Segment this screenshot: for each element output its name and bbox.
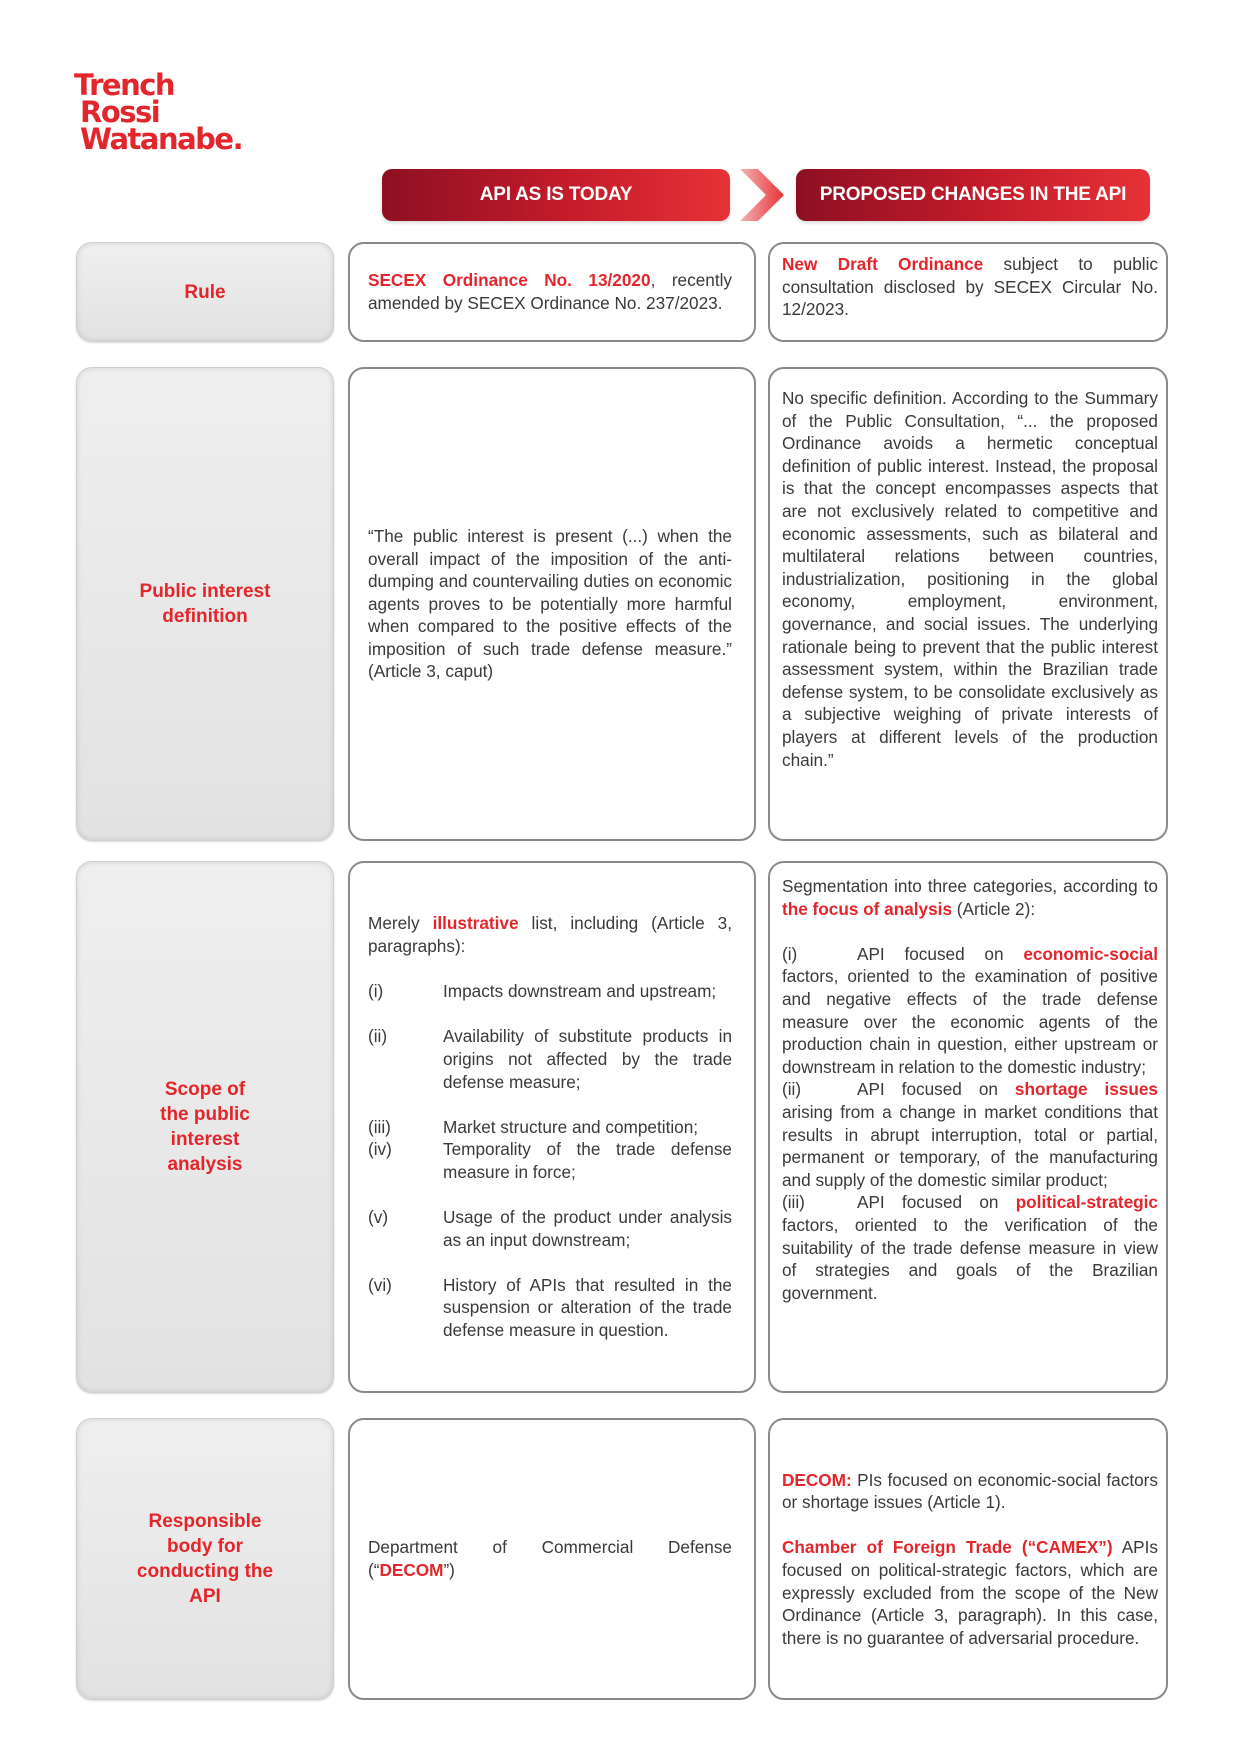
row-label-definition-line1: Public interest <box>139 581 271 602</box>
item-number: (vi) <box>368 1274 392 1295</box>
item-number: (ii) <box>368 1026 388 1047</box>
item-text: Impacts downstream and upstream; <box>443 981 717 1002</box>
scope-proposed-intro-end: (Article 2): <box>952 898 1036 919</box>
responsible-proposed-cell <box>768 1418 1168 1700</box>
scope-proposed-item <box>782 1078 1158 1191</box>
scope-label-line4: analysis <box>167 1154 243 1175</box>
scope-current-item <box>368 1274 732 1342</box>
item-text: factors, oriented to the examination of positive and negative effects of the trade defense measure over the economic agents of the production chain in question, either upstream or downstream in relation to the domestic industry; <box>782 966 1158 1077</box>
row-label-scope <box>76 861 334 1393</box>
responsible-current-end: ”) <box>443 1560 455 1580</box>
scope-current-item <box>368 980 732 1003</box>
item-text: Market structure and competition; <box>443 1116 699 1137</box>
responsible-label-line4: API <box>189 1586 221 1607</box>
scope-label-line2: the public <box>160 1104 250 1125</box>
row-label-definition-line2: definition <box>162 606 248 627</box>
scope-proposed-intro-highlight: the focus of analysis <box>782 898 953 919</box>
logo-line-3: Watanabe. <box>80 122 243 156</box>
row-label-rule-text: Rule <box>184 281 226 303</box>
rule-current-cell <box>348 242 756 342</box>
item-number: (iv) <box>368 1139 392 1160</box>
item-highlight: shortage issues <box>1014 1079 1158 1100</box>
item-highlight: political-strategic <box>1015 1192 1158 1213</box>
definition-proposed-cell <box>768 367 1168 841</box>
scope-label-line1: Scope of <box>164 1079 246 1100</box>
scope-current-intro-highlight: illustrative <box>432 913 519 934</box>
scope-current-item <box>368 1206 732 1251</box>
responsible-current-cell <box>348 1418 756 1700</box>
responsible-proposed-decom: DECOM: <box>782 1469 852 1490</box>
rule-current-text: , recently amended by SECEX Ordinance No. 237/2023. <box>368 270 733 313</box>
item-text: Temporality of the trade defense measure in force; <box>443 1139 732 1182</box>
item-text: API focused on <box>857 1192 1016 1213</box>
rule-proposed-ordinance: New Draft Ordinance <box>782 254 984 275</box>
item-number: (ii) <box>782 1079 802 1100</box>
row-label-responsible <box>76 1418 334 1700</box>
row-label-definition <box>76 367 334 841</box>
responsible-proposed-camex: Chamber of Foreign Trade (“CAMEX”) <box>782 1537 1113 1558</box>
responsible-proposed-decom-text: PIs focused on economic-social factors or shortage issues (Article 1). <box>782 1469 1158 1513</box>
item-number: (i) <box>782 943 798 964</box>
definition-proposed-text: No specific definition. According to the Summary of the Public Consultation, “... the proposed Ordinance avoids a hermetic conceptual definition of public interest. Instead, the proposal is that the concept encompasses aspects that are not exclusively related to competitive and economic assessments, such as bilateral and multilateral relations between countries, industrialization, positioning in the global economy, employment, environment, governance, and social issues. The underlying rationale being to prevent that the public interest assessment system, within the Brazilian trade defense system, to be consolidate exclusively as a subjective weighing of private interests of players at different levels of the production chain.” <box>782 388 1158 770</box>
logo-line-1: Trench <box>74 68 175 102</box>
item-text: History of APIs that resulted in the suspension or alteration of the trade defense measure in question. <box>443 1274 732 1341</box>
scope-current-item <box>368 1116 732 1139</box>
item-text: Availability of substitute products in origins not affected by the trade defense measure; <box>443 1026 732 1092</box>
item-text: factors, oriented to the verification of the suitability of the trade defense measure in view of strategies and goals of the Brazilian government. <box>782 1214 1158 1303</box>
logo-line-2: Rossi <box>80 95 160 129</box>
scope-label-line3: interest <box>170 1129 240 1150</box>
item-highlight: economic-social <box>1023 943 1158 964</box>
scope-current-cell <box>348 861 756 1393</box>
responsible-label-line1: Responsible <box>148 1511 262 1532</box>
company-logo <box>74 68 243 156</box>
responsible-label-line2: body for <box>167 1536 243 1557</box>
rule-proposed-cell <box>768 242 1168 342</box>
item-number: (i) <box>368 981 384 1002</box>
scope-current-item <box>368 1025 732 1093</box>
responsible-current-decom: DECOM <box>379 1560 444 1580</box>
item-number: (v) <box>368 1207 389 1228</box>
definition-current-text: “The public interest is present (...) when the overall impact of the imposition of the anti-dumping and countervailing duties on economic agents proves to be potentially more harmful when compared to the positive effects of the imposition of such trade defense measure.” (Article 3, caput) <box>368 525 732 682</box>
scope-current-item <box>368 1138 732 1183</box>
item-text: API focused on <box>857 1079 1015 1100</box>
responsible-proposed-camex-text: APIs focused on political-strategic factors, which are expressly excluded from the scope of the New Ordinance (Article 3, paragraph). In this case, there is no guarantee of adversarial procedure. <box>782 1537 1158 1648</box>
rule-proposed-text: subject to public consultation disclosed by SECEX Circular No. 12/2023. <box>782 254 1158 320</box>
scope-proposed-cell <box>768 861 1168 1393</box>
responsible-current-text: Department of Commercial Defense (“ <box>368 1537 732 1580</box>
item-number: (iii) <box>782 1192 805 1213</box>
item-text: API focused on <box>857 943 1024 964</box>
scope-proposed-intro: Segmentation into three categories, according to <box>782 876 1158 896</box>
scope-proposed-item <box>782 943 1158 1079</box>
rule-current-ordinance: SECEX Ordinance No. 13/2020 <box>368 270 651 291</box>
scope-current-intro-end: list, including (Article 3, paragraphs): <box>368 913 732 956</box>
header-api-as-is-today: API AS IS TODAY <box>382 169 730 221</box>
row-label-rule <box>76 242 334 342</box>
item-number: (iii) <box>368 1116 391 1137</box>
scope-proposed-item <box>782 1191 1158 1304</box>
responsible-label-line3: conducting the <box>136 1561 274 1582</box>
scope-current-intro: Merely <box>368 913 433 934</box>
item-text: Usage of the product under analysis as an input downstream; <box>443 1207 732 1250</box>
definition-current-cell <box>348 367 756 841</box>
header-proposed-changes: PROPOSED CHANGES IN THE API <box>796 169 1150 221</box>
arrow-right-icon <box>740 169 786 221</box>
item-text: arising from a change in market conditions that results in abrupt interruption, total or partial, permanent or temporary, of the manufacturing and supply of the domestic similar product; <box>782 1101 1158 1190</box>
